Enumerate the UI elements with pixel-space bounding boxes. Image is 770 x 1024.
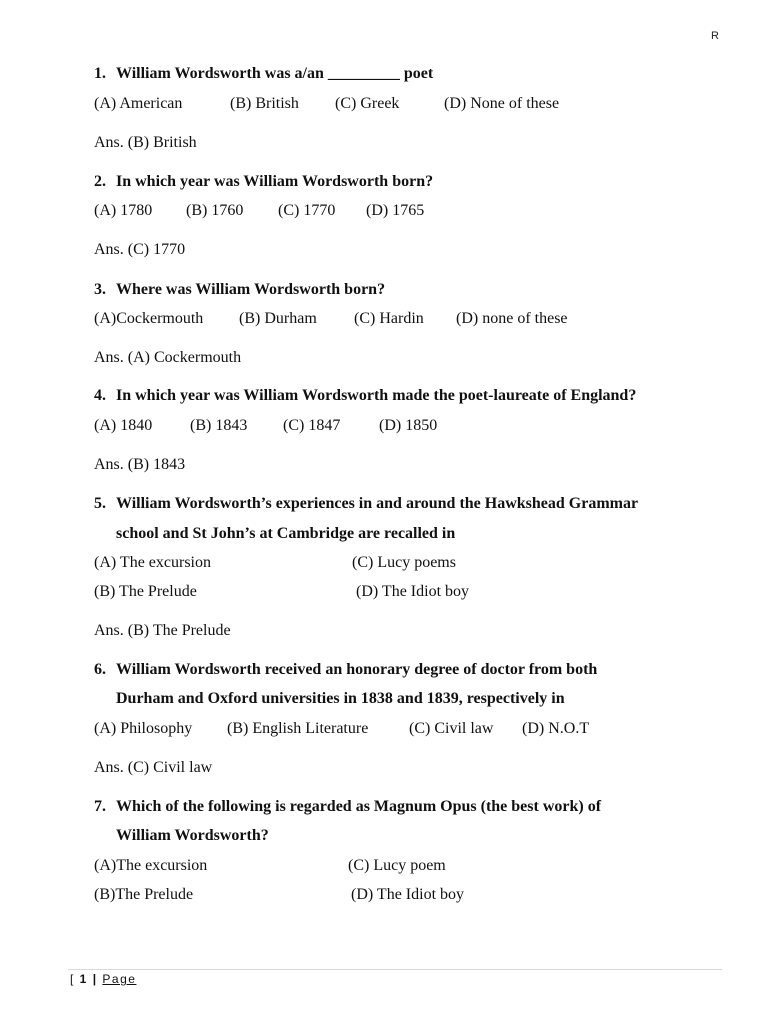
question-number: 7. (94, 798, 106, 815)
question-2 (94, 173, 433, 191)
footer-separator: | (87, 972, 103, 986)
question-number: 4. (94, 387, 106, 404)
option-c: (C) Civil law (409, 720, 494, 737)
option-a: (A)The excursion (94, 857, 208, 874)
option-c: (C) Hardin (354, 310, 424, 327)
option-c: (C) Lucy poem (348, 857, 446, 874)
question-3 (94, 281, 385, 299)
option-c: (C) Greek (335, 95, 400, 112)
corner-mark: R (711, 30, 719, 42)
option-a: (A) 1840 (94, 417, 153, 434)
question-5 (94, 495, 638, 513)
option-b: (B) Durham (239, 310, 317, 327)
answer: Ans. (C) 1770 (94, 241, 186, 258)
question-text: William Wordsworth received an honorary degree of doctor from both (116, 661, 598, 678)
question-text: William Wordsworth was a/an _________ poet (116, 65, 434, 82)
option-b: (B) English Literature (227, 720, 369, 737)
option-b: (B) 1760 (186, 202, 244, 219)
option-b: (B)The Prelude (94, 886, 194, 903)
option-a: (A) The excursion (94, 554, 211, 571)
option-d: (D) The Idiot boy (351, 886, 465, 903)
option-d: (D) N.O.T (522, 720, 590, 737)
question-number: 2. (94, 173, 106, 190)
question-text-continued: Durham and Oxford universities in 1838 and 1839, respectively in (116, 690, 565, 707)
question-text: In which year was William Wordsworth born? (116, 173, 434, 190)
answer: Ans. (B) The Prelude (94, 622, 231, 639)
option-a: (A) Philosophy (94, 720, 193, 737)
question-text: In which year was William Wordsworth made the poet-laureate of England? (116, 387, 637, 404)
question-text: Where was William Wordsworth born? (116, 281, 386, 298)
answer: Ans. (B) British (94, 134, 197, 151)
footer-bracket: [ (70, 972, 80, 986)
answer: Ans. (A) Cockermouth (94, 349, 242, 366)
page-footer (70, 972, 136, 986)
question-text-continued: William Wordsworth? (116, 827, 269, 844)
option-d: (D) The Idiot boy (356, 583, 470, 600)
option-a: (A) American (94, 95, 183, 112)
option-a: (A)Cockermouth (94, 310, 204, 327)
page-label: Page (102, 972, 137, 986)
question-text: William Wordsworth’s experiences in and around the Hawkshead Grammar (116, 495, 639, 512)
question-text: Which of the following is regarded as Magnum Opus (the best work) of (116, 798, 602, 815)
option-b: (B) 1843 (190, 417, 248, 434)
answer: Ans. (B) 1843 (94, 456, 186, 473)
page-number: 1 (79, 972, 88, 986)
question-number: 5. (94, 495, 106, 512)
option-d: (D) none of these (456, 310, 568, 327)
option-d: (D) 1850 (379, 417, 438, 434)
question-number: 6. (94, 661, 106, 678)
option-d: (D) 1765 (366, 202, 425, 219)
question-6 (94, 661, 597, 679)
option-b: (B) British (230, 95, 299, 112)
option-b: (B) The Prelude (94, 583, 197, 600)
option-a: (A) 1780 (94, 202, 153, 219)
option-c: (C) 1847 (283, 417, 341, 434)
question-number: 3. (94, 281, 106, 298)
question-1 (94, 65, 433, 83)
question-7 (94, 798, 601, 816)
option-c: (C) Lucy poems (352, 554, 456, 571)
question-number: 1. (94, 65, 106, 82)
option-d: (D) None of these (444, 95, 560, 112)
footer-divider (68, 969, 722, 970)
option-c: (C) 1770 (278, 202, 336, 219)
question-text-continued: school and St John’s at Cambridge are recalled in (116, 525, 456, 542)
answer: Ans. (C) Civil law (94, 759, 213, 776)
question-4 (94, 387, 636, 405)
